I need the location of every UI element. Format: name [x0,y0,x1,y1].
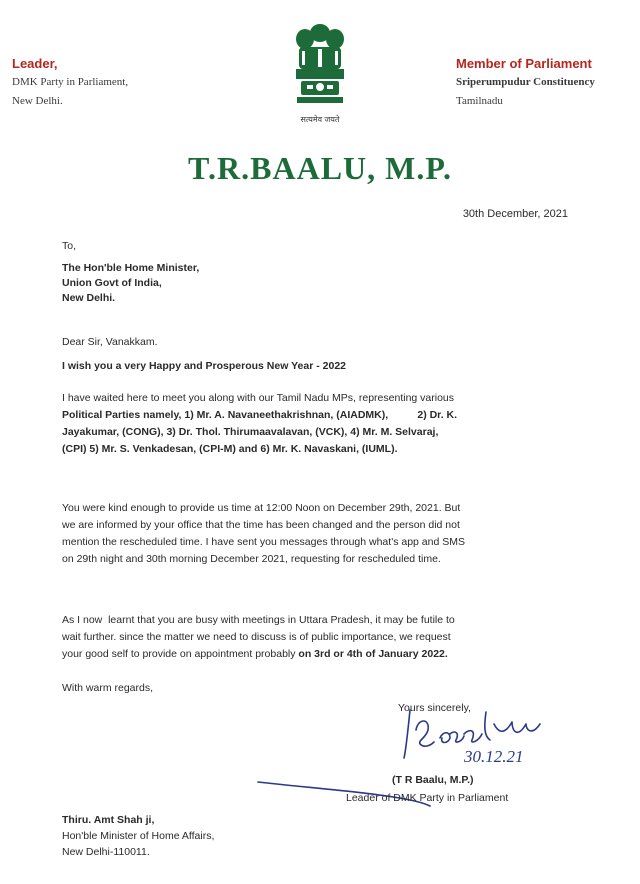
paragraph-1-line-3: Jayakumar, (CONG), 3) Dr. Thol. Thirumaavalavan, (VCK), 4) Mr. M. Selvaraj, [62,426,439,438]
paragraph-2-line-2: we are informed by your office that the time has been changed and the person did not [62,519,460,531]
addressee-line-3: New Delhi-110011. [62,846,150,858]
addressee-block [62,812,214,860]
paragraph-2-line-3: mention the rescheduled time. I have sent you messages through what's app and SMS [62,536,465,548]
signatory-title: Leader of DMK Party in Parliament [346,792,509,804]
letter-date: 30th December, 2021 [462,208,568,220]
greeting: I wish you a very Happy and Prosperous New Year - 2022 [62,360,347,372]
salutation: Dear Sir, Vanakkam. [62,336,158,348]
addressee-line-2: Hon'ble Minister of Home Affairs, [62,830,215,842]
to-label: To, [62,240,77,252]
paragraph-2-line-1: You were kind enough to provide us time at 12:00 Noon on December 29th, 2021. But [62,502,461,514]
paragraph-3-line-2: wait further. since the matter we need to discuss is of public importance, we request [62,631,451,643]
left-line-1: DMK Party in Parliament, [12,76,129,88]
paragraph-1 [62,390,582,458]
recipient-line-1: The Hon'ble Home Minister, [62,262,200,274]
paragraph-1-line-1: I have waited here to meet you along with our Tamil Nadu MPs, representing various [62,392,455,404]
paragraph-3-line-3 [62,646,592,663]
appointment-dates: on 3rd or 4th of January 2022. [298,648,448,660]
addressee-line-1: Thiru. Amt Shah ji, [62,814,155,826]
yours-sincerely: Yours sincerely, [398,702,471,714]
sender-name-heading: T.R.BAALU, M.P. [188,150,452,186]
recipient-line-2: Union Govt of India, [62,277,162,289]
right-title: Member of Parliament [456,56,592,71]
signatory-name: (T R Baalu, M.P.) [392,774,474,786]
paragraph-3-line-1: As I now learnt that you are busy with meetings in Uttara Pradesh, it may be futile to [62,614,455,626]
closing: With warm regards, [62,682,154,694]
paragraph-2 [62,500,592,568]
paragraph-1-line-4: (CPI) 5) Mr. S. Venkadesan, (CPI-M) and 6) Mr. K. Navaskani, (IUML). [62,443,398,455]
handwritten-date: 30.12.21 [464,747,524,766]
national-emblem-icon [287,14,353,124]
letterhead-left [12,54,128,111]
recipient-line-3: New Delhi. [62,292,116,304]
recipient-block [62,238,199,306]
right-line-1: Sriperumpudur Constituency [456,76,595,88]
paragraph-3-line-3-plain: your good self to provide on appointment probably [62,648,299,660]
right-line-2: Tamilnadu [456,95,503,107]
left-title: Leader, [12,56,58,71]
letterhead-right [456,54,595,111]
paragraph-1-line-2: Political Parties namely, 1) Mr. A. Navaneethakrishnan, (AIADMK), 2) Dr. K. [62,409,458,421]
left-line-2: New Delhi. [12,95,63,107]
paragraph-3 [62,612,592,663]
emblem-motto: सत्यमेव जयते [300,115,340,124]
paragraph-2-line-4: on 29th night and 30th morning December 2021, requesting for rescheduled time. [62,553,441,565]
